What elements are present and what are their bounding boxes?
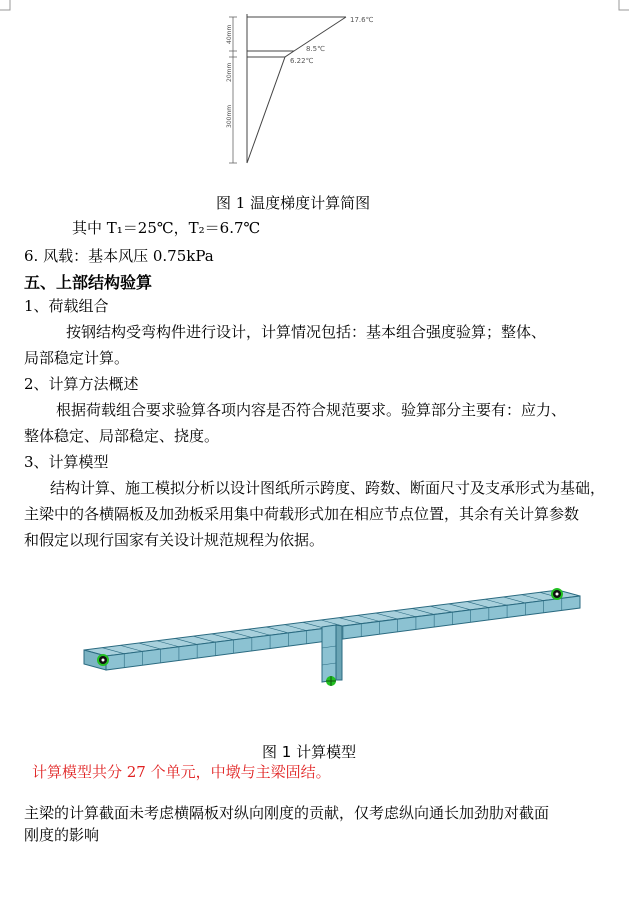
dim-label-300: 300mm: [226, 104, 233, 128]
bottom-line1: 主梁的计算截面未考虑横隔板对纵向刚度的贡献，仅考虑纵向通长加劲肋对截面: [24, 804, 550, 822]
bottom-line2: 刚度的影响: [24, 826, 100, 844]
wind-load-line: 6. 风载：基本风压 0.75kPa: [24, 247, 214, 265]
temp-label-top: 17.6℃: [350, 16, 374, 24]
figure2-caption: 图 1 计算模型: [262, 743, 357, 761]
crop-mark-top-right: [617, 0, 629, 12]
s1-line1: 按钢结构受弯构件进行设计，计算情况包括：基本组合强度验算；整体、: [66, 323, 547, 341]
s3-line2: 主梁中的各横隔板及加劲板采用集中荷载形式加在相应节点位置，其余有关计算参数: [24, 505, 580, 523]
crop-mark-top-left: [0, 0, 12, 12]
s3-line1: 结构计算、施工模拟分析以设计图纸所示跨度、跨数、断面尺寸及支承形式为基础，: [50, 479, 606, 497]
s2-title: 2、计算方法概述: [24, 375, 139, 393]
dim-label-40: 40mm: [226, 24, 233, 44]
s3-title: 3、计算模型: [24, 453, 109, 471]
s1-title: 1、荷载组合: [24, 297, 109, 315]
beam-model-figure: [80, 580, 590, 695]
temp-label-low: 6.22℃: [290, 57, 314, 65]
support-node-right: [551, 588, 563, 600]
section5-title: 五、上部结构验算: [24, 273, 153, 292]
temperature-profile-line: [247, 17, 346, 163]
temperature-gradient-diagram: [200, 0, 400, 190]
temp-label-mid: 8.5℃: [306, 45, 325, 53]
dim-label-20: 20mm: [226, 62, 233, 82]
s2-line1: 根据荷载组合要求验算各项内容是否符合规范要求。验算部分主要有：应力、: [56, 401, 567, 419]
model-note: 计算模型共分 27 个单元，中墩与主梁固结。: [32, 763, 331, 781]
temps-line: 其中 T₁＝25℃，T₂＝6.7℃: [72, 219, 261, 237]
s3-line3: 和假定以现行国家有关设计规范规程为依据。: [24, 531, 325, 549]
support-node-left: [97, 654, 109, 666]
s1-line2: 局部稳定计算。: [24, 349, 130, 367]
pier-base-node: [326, 676, 336, 686]
pier-column: [322, 625, 342, 682]
s2-line2: 整体稳定、局部稳定、挠度。: [24, 427, 220, 445]
figure1-caption: 图 1 温度梯度计算简图: [216, 194, 371, 212]
